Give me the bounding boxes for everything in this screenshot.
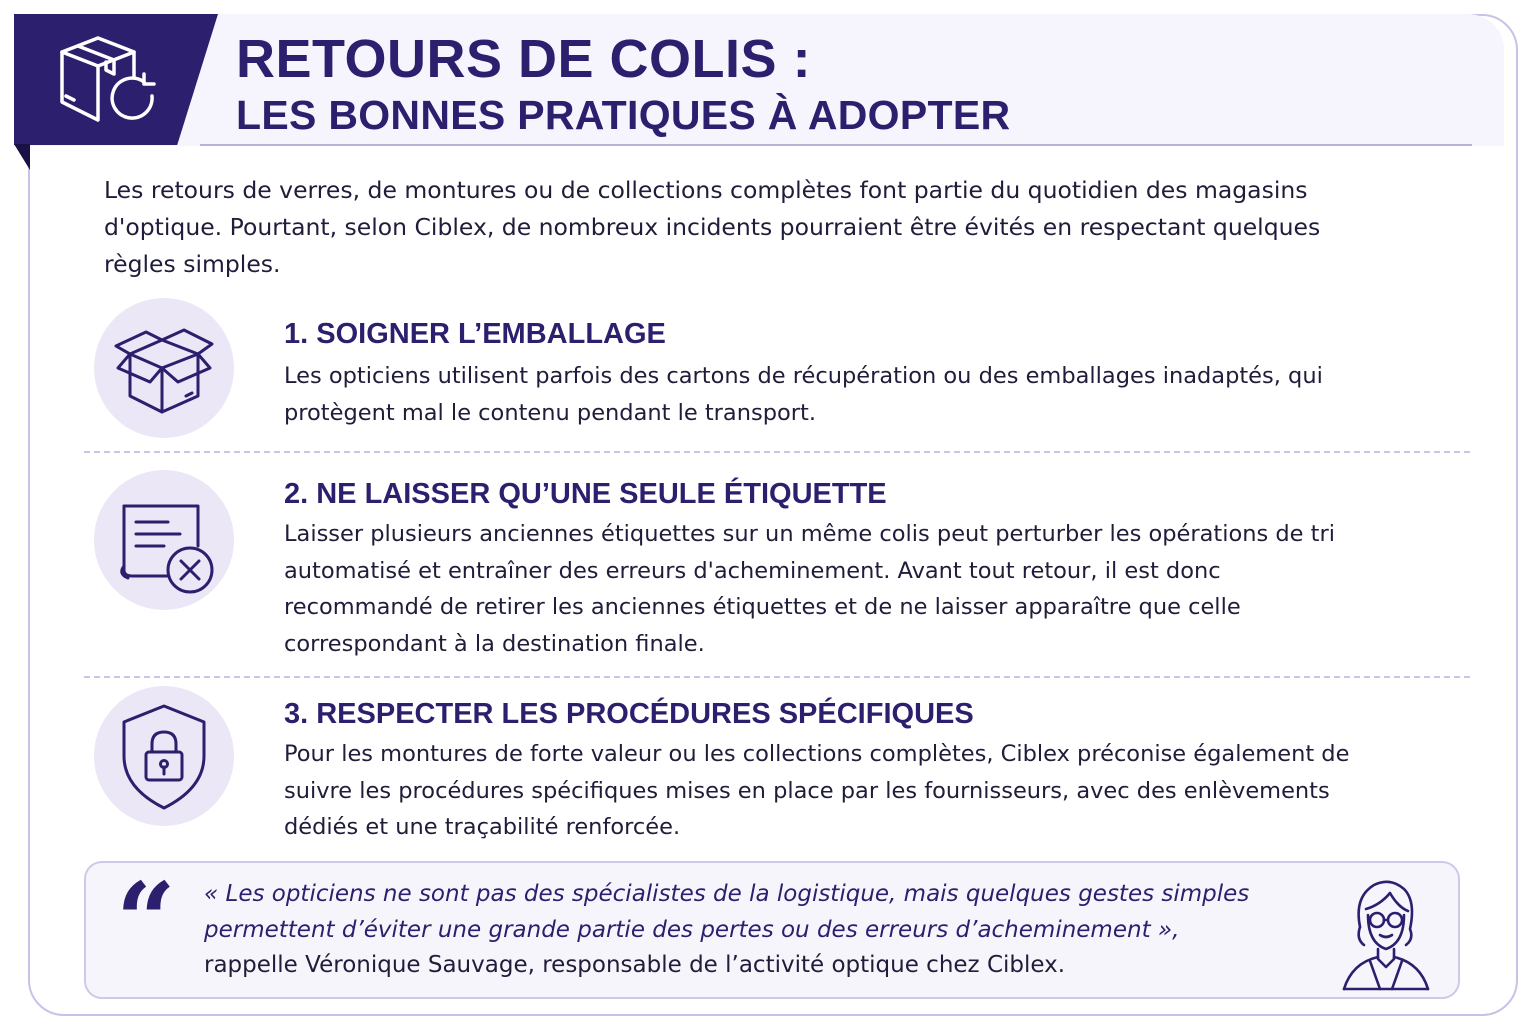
page-subtitle: LES BONNES PRATIQUES À ADOPTER: [236, 92, 1011, 138]
package-return-icon: [56, 30, 164, 130]
section-packaging: [84, 300, 1470, 450]
label-remove-icon: [94, 470, 234, 610]
section-text: Laisser plusieurs anciennes étiquettes sur un même colis peut perturber les opérations de tri automatisé et entraîner des erreurs d'acheminement. Avant tout retour, il est donc recommandé de retirer les anciennes étiquettes et de ne laisser apparaître que celle correspondant à la destination finale.: [284, 521, 1335, 657]
section-text: Les opticiens utilisent parfois des cartons de récupération ou des emballages inadaptés, qui protègent mal le contenu pendant le transport.: [284, 363, 1323, 426]
page-title: RETOURS DE COLIS :: [236, 29, 812, 89]
quote-mark-icon: “: [116, 859, 176, 982]
quote-text: « Les opticiens ne sont pas des spécialistes de la logistique, mais quelques gestes simples permettent d’éviter une grande partie des pertes ou des erreurs d’acheminement »,: [204, 881, 1250, 943]
section-icon-circle: [94, 298, 234, 438]
shield-lock-icon: [94, 686, 234, 826]
section-title: 1. SOIGNER L’EMBALLAGE: [284, 318, 666, 350]
section-procedures: [84, 686, 1470, 846]
intro-paragraph: Les retours de verres, de montures ou de collections complètes font partie du quotidien des magasins d'optique. Pourtant, selon Ciblex, de nombreux incidents pourraient être évités en respectant quelques règles simples.: [104, 176, 1321, 278]
quote-box: [84, 861, 1460, 999]
section-icon-circle: [94, 470, 234, 610]
woman-avatar-icon: [1318, 867, 1448, 995]
section-divider: [84, 676, 1470, 678]
header-divider: [200, 144, 1472, 146]
section-icon-circle: [94, 686, 234, 826]
section-label: [84, 470, 1470, 670]
quote-attribution: rappelle Véronique Sauvage, responsable de l’activité optique chez Ciblex.: [204, 952, 1066, 978]
section-title: 3. RESPECTER LES PROCÉDURES SPÉCIFIQUES: [284, 698, 974, 730]
open-box-icon: [94, 298, 234, 438]
section-text: Pour les montures de forte valeur ou les collections complètes, Ciblex préconise également de suivre les procédures spécifiques mises en place par les fournisseurs, avec des enlèvements dédiés et une traçabilité renforcée.: [284, 741, 1350, 840]
section-title: 2. NE LAISSER QU’UNE SEULE ÉTIQUETTE: [284, 478, 887, 510]
section-divider: [84, 451, 1470, 453]
